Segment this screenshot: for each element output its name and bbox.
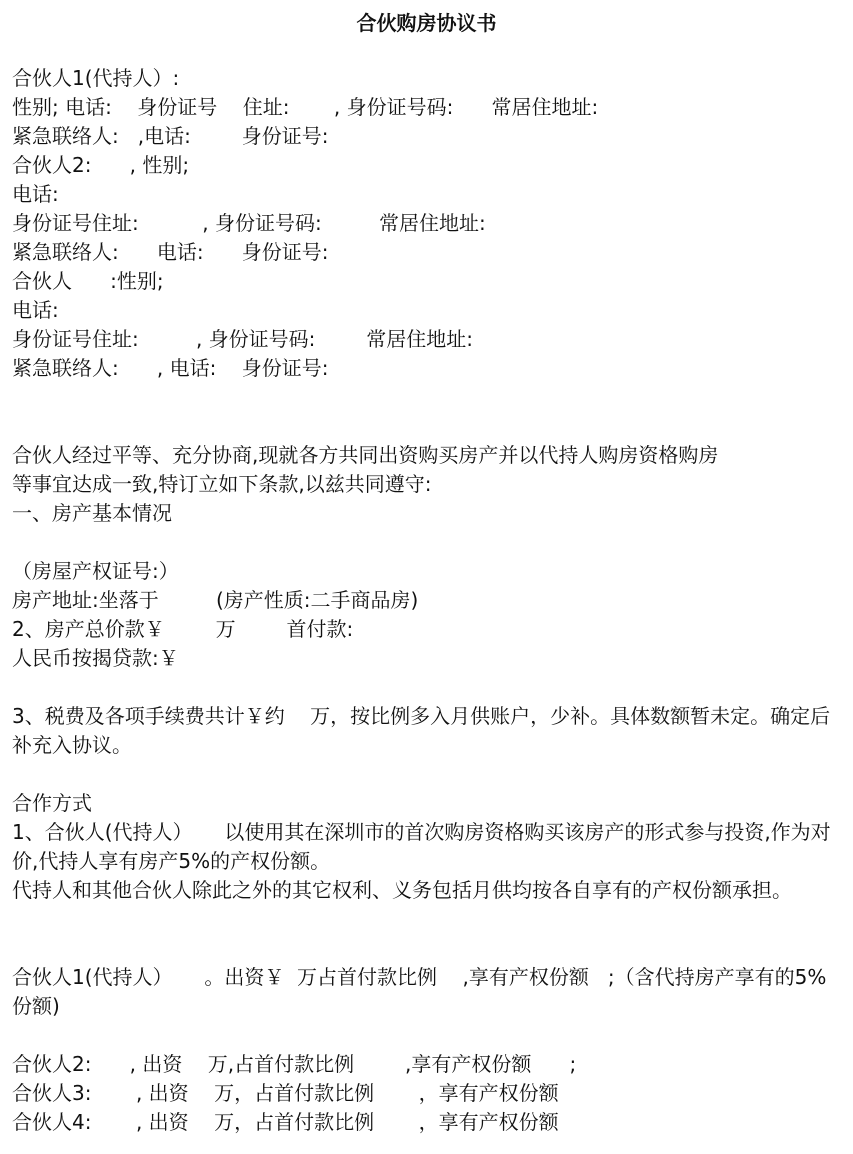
party-line: 紧急联络人: , 电话: 身份证号: bbox=[12, 356, 329, 380]
contribution-line: 合伙人3: , 出资 万，占首付款比例 ，享有产权份额 bbox=[12, 1081, 559, 1105]
party-line: 电话: bbox=[12, 182, 59, 206]
spacer bbox=[12, 905, 842, 963]
party-line: 合伙人 :性别; bbox=[12, 269, 164, 293]
document-title: 合伙购房协议书 bbox=[356, 11, 497, 35]
spacer bbox=[12, 1021, 842, 1050]
taxes-paragraph: 3、税费及各项手续费共计￥约 万，按比例多入月供账户，少补。具体数额暂未定。确定后补充入协议。 bbox=[12, 704, 831, 757]
intro-line: 合伙人经过平等、充分协商,现就各方共同出资购买房产并以代持人购房资格购房 bbox=[12, 443, 719, 467]
cooperation-heading: 合作方式 bbox=[12, 791, 92, 815]
property-line: 房产地址:坐落于 (房产性质:二手商品房) bbox=[12, 588, 419, 612]
contribution-partner-1: 合伙人1(代持人） 。出资￥ 万占首付款比例 ,享有产权份额 ;（含代持房产享有的5%份额) bbox=[12, 965, 827, 1018]
party-line: 合伙人1(代持人）: bbox=[12, 66, 180, 90]
contributions-section bbox=[12, 1050, 842, 1137]
party-line: 身份证号住址: , 身份证号码: 常居住地址: bbox=[12, 327, 474, 351]
spacer bbox=[12, 528, 842, 557]
contribution-line: 合伙人4: , 出资 万，占首付款比例 ，享有产权份额 bbox=[12, 1110, 559, 1134]
party-line: 性别; 电话: 身份证号 住址: , 身份证号码: 常居住地址: bbox=[12, 95, 599, 119]
section-heading: 一、房产基本情况 bbox=[12, 501, 172, 525]
property-line: 人民币按揭贷款:￥ bbox=[12, 646, 179, 670]
intro-line: 等事宜达成一致,特订立如下条款,以兹共同遵守: bbox=[12, 472, 432, 496]
party-line: 身份证号住址: , 身份证号码: 常居住地址: bbox=[12, 211, 486, 235]
party-line: 电话: bbox=[12, 298, 59, 322]
spacer bbox=[12, 760, 842, 789]
intro-section bbox=[12, 441, 842, 528]
cooperation-paragraph: 1、合伙人(代持人） 以使用其在深圳市的首次购房资格购买该房产的形式参与投资,作为对价,代持人享有房产5%的产权份额。 bbox=[12, 820, 831, 873]
spacer bbox=[12, 383, 842, 441]
party-line: 紧急联络人: 电话: 身份证号: bbox=[12, 240, 329, 264]
contribution-line: 合伙人2: , 出资 万,占首付款比例 ,享有产权份额 ; bbox=[12, 1052, 577, 1076]
property-line: 2、房产总价款￥ 万 首付款: bbox=[12, 617, 354, 641]
parties-section bbox=[12, 64, 842, 383]
obligations-paragraph: 代持人和其他合伙人除此之外的其它权利、义务包括月供均按各自享有的产权份额承担。 bbox=[12, 878, 792, 902]
spacer bbox=[12, 673, 842, 702]
party-line: 合伙人2: , 性别; bbox=[12, 153, 190, 177]
property-section bbox=[12, 557, 842, 673]
document-body bbox=[12, 64, 842, 1137]
property-line: （房屋产权证号:） bbox=[12, 559, 179, 583]
party-line: 紧急联络人: ,电话: 身份证号: bbox=[12, 124, 329, 148]
